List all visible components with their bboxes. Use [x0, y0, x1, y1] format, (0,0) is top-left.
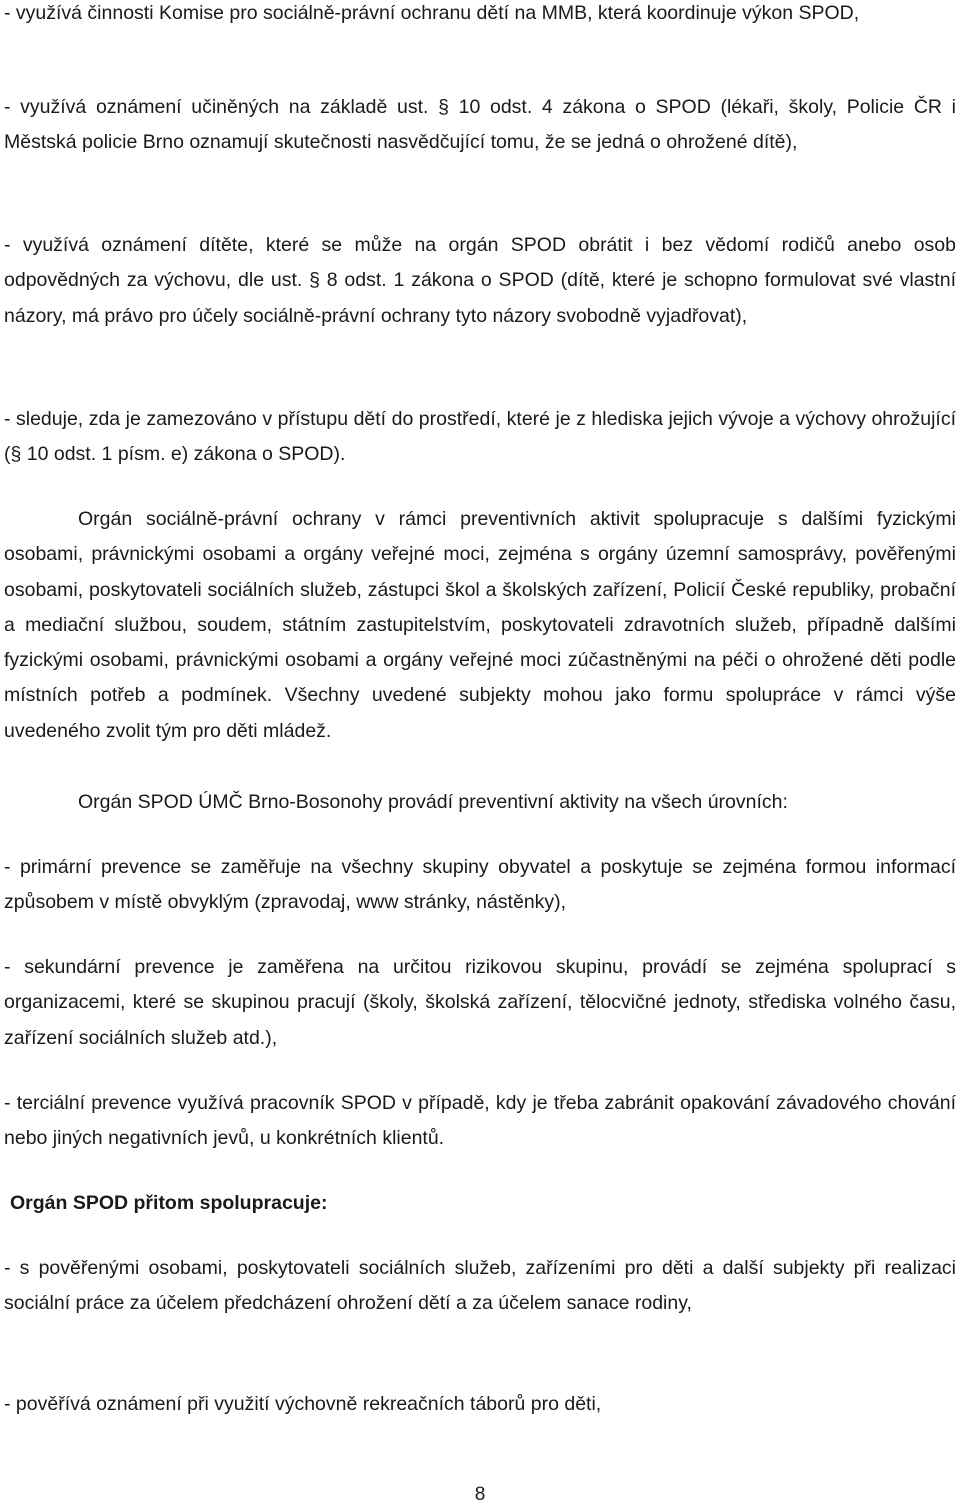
- page-number: 8: [474, 1484, 486, 1505]
- paragraph-poverene-osoby: - s pověřenými osobami, poskytovateli sociálních služeb, zařízeními pro děti a další subjekty při realizaci sociální práce za účelem předcházení ohrožení dětí a za účelem sanace rodiny,: [4, 1257, 956, 1315]
- paragraph-spoluprace-organ: Orgán sociálně-právní ochrany v rámci preventivních aktivit spolupracuje s dalšími fyzickými osobami, právnickými osobami a orgány veřejné moci, zejména s orgány územní samosprávy, pověřenými osobami, poskytovateli sociálních služeb, zástupci škol a školských zařízení, Policií České republiky, probační a mediační službou, soudem, státním zastupitelstvím, poskytovateli zdravotních služeb, případně dalšími fyzickými osobami, právnickými osobami a orgány veřejné moci zúčastněnými na péči o ohrožené děti podle místních potřeb a podmínek. Všechny uvedené subjekty mohou jako formu spolupráce v rámci výše uvedeného zvolit tým pro děti mládež.: [4, 508, 956, 742]
- paragraph-komise: - využívá činnosti Komise pro sociálně-právní ochranu dětí na MMB, která koordinuje výkon SPOD,: [4, 2, 860, 24]
- paragraph-primarni-prevence: - primární prevence se zaměřuje na všechny skupiny obyvatel a poskytuje se zejména formou informací způsobem v místě obvyklým (zpravodaj, www stránky, nástěnky),: [4, 856, 956, 914]
- paragraph-tercialni-prevence: - terciální prevence využívá pracovník SPOD v případě, kdy je třeba zabránit opakování závadového chování nebo jiných negativních jevů, u konkrétních klientů.: [4, 1092, 956, 1150]
- paragraph-preventivni-aktivity: Orgán SPOD ÚMČ Brno-Bosonohy provádí preventivní aktivity na všech úrovních:: [78, 791, 788, 813]
- paragraph-sekundarni-prevence: - sekundární prevence je zaměřena na určitou rizikovou skupinu, provádí se zejména spoluprací s organizacemi, které se skupinou pracují (školy, školská zařízení, tělocvičné jednoty, střediska volného času, zařízení sociálních služeb atd.),: [4, 956, 956, 1049]
- paragraph-sleduje: - sleduje, zda je zamezováno v přístupu dětí do prostředí, které je z hlediska jejich vývoje a výchovy ohrožující (§ 10 odst. 1 písm. e) zákona o SPOD).: [4, 408, 956, 466]
- heading-spolupracuje: Orgán SPOD přitom spolupracuje:: [10, 1192, 328, 1214]
- paragraph-oznameni-ust-10: - využívá oznámení učiněných na základě ust. § 10 odst. 4 zákona o SPOD (lékaři, školy, Policie ČR i Městská policie Brno oznamují skutečnosti nasvědčující tomu, že se jedná o ohrožené dítě),: [4, 96, 956, 154]
- paragraph-oznameni-ditete: - využívá oznámení dítěte, které se může na orgán SPOD obrátit i bez vědomí rodičů anebo osob odpovědných za výchovu, dle ust. § 8 odst. 1 zákona o SPOD (dítě, které je schopno formulovat své vlastní názory, má právo pro účely sociálně-právní ochrany tyto názory svobodně vyjadřovat),: [4, 234, 956, 327]
- paragraph-rekreacni-tabory: - pověřívá oznámení při využití výchovně rekreačních táborů pro děti,: [4, 1393, 602, 1415]
